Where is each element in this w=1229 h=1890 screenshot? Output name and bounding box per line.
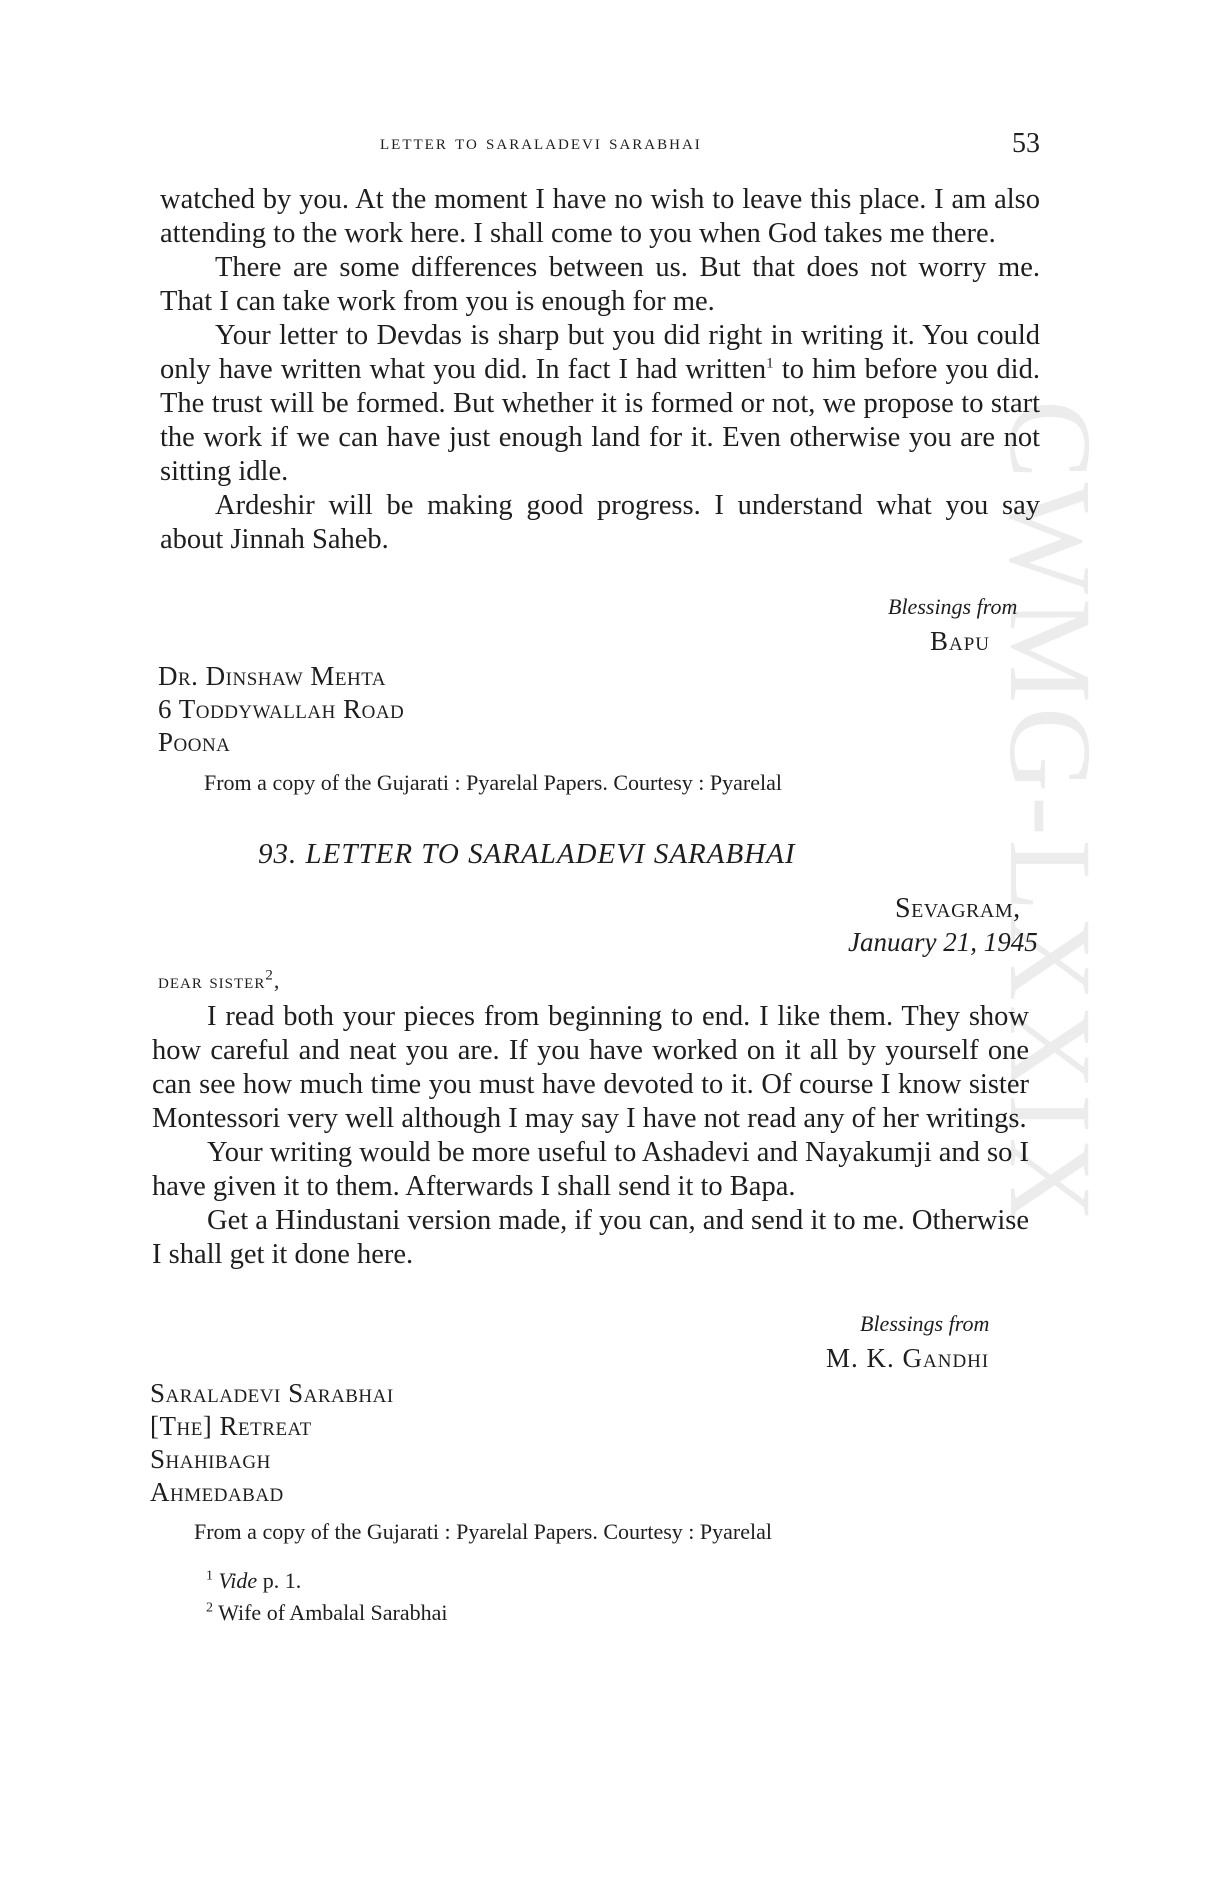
letter2-address-line-3: Shahibagh <box>150 1444 271 1474</box>
letter1-paragraph-3a: Your letter to Devdas is sharp but you did right in writing it. You could only have written what you did. In fact I had written <box>160 320 1040 385</box>
letter2-signature: M. K. Gandhi <box>826 1343 990 1373</box>
letter2-body <box>152 1000 1029 1272</box>
footnote-ref-1: 1 <box>766 355 774 372</box>
letter2-place: Sevagram, <box>895 893 1021 924</box>
watermark: CWMG-LXXIX <box>985 400 1116 1227</box>
footnote-2 <box>206 1600 448 1626</box>
letter1-signature: Bapu <box>930 626 991 656</box>
letter1-closing-label: Blessings from <box>888 594 1018 619</box>
footnote-2-marker: 2 <box>206 1600 213 1616</box>
letter1-source-note: From a copy of the Gujarati : Pyarelal Papers. Courtesy : Pyarelal <box>204 770 782 795</box>
page-number: 53 <box>1012 128 1040 159</box>
letter1-paragraph-3 <box>160 319 1040 489</box>
letter1-address-line-3: Poona <box>158 727 231 757</box>
letter2-paragraph-2: Your writing would be more useful to Ashadevi and Nayakumji and so I have given it to them. Afterwards I shall send it to Bapa. <box>152 1137 1029 1202</box>
letter1-paragraph-3b: to him before you did. The trust will be formed. But whether it is formed or not, we propose to start the work if we can have just enough land for it. Even otherwise you are not sitting idle. <box>160 354 1040 487</box>
letter2-salutation-text: dear sister <box>158 968 266 993</box>
letter1-paragraph-2: There are some differences between us. But that does not worry me. That I can take work from you is enough for me. <box>160 252 1040 317</box>
letter2-closing-label: Blessings from <box>860 1311 990 1336</box>
footnote-ref-2: 2 <box>265 967 274 984</box>
letter1-address <box>158 660 404 759</box>
letter1-paragraph-4: Ardeshir will be making good progress. I understand what you say about Jinnah Saheb. <box>160 490 1040 555</box>
letter1-address-line-1: Dr. Dinshaw Mehta <box>158 661 387 691</box>
letter1-paragraph-1: watched by you. At the moment I have no wish to leave this place. I am also attending to the work here. I shall come to you when God takes me there. <box>160 184 1040 249</box>
running-head: letter to saraladevi sarabhai <box>380 130 702 154</box>
letter2-salutation: dear sister$^2$, <box>158 967 281 993</box>
letter1-address-line-2: 6 Toddywallah Road <box>158 694 405 724</box>
letter2-address-line-1: Saraladevi Sarabhai <box>150 1378 394 1408</box>
letter2-address-line-4: Ahmedabad <box>150 1477 284 1507</box>
letter2-address <box>150 1377 394 1509</box>
letter2-source-note: From a copy of the Gujarati : Pyarelal Papers. Courtesy : Pyarelal <box>194 1519 772 1544</box>
letter1-body <box>160 183 1040 557</box>
footnote-1-text: p. 1. <box>257 1568 302 1593</box>
letter2-paragraph-1: I read both your pieces from beginning to end. I like them. They show how careful and neat you are. If you have worked on it all by yourself one can see how much time you must have devoted to it. Of course I know sister Montessori very well although I may say I have not read any of her writings. <box>152 1001 1029 1134</box>
footnote-1 <box>206 1568 301 1594</box>
letter2-heading: 93. LETTER TO SARALADEVI SARABHAI <box>258 838 796 870</box>
letter2-address-line-2: [The] Retreat <box>150 1411 312 1441</box>
footnote-1-marker: 1 <box>206 1568 213 1584</box>
footnote-1-italic: Vide <box>218 1568 258 1593</box>
letter2-date: January 21, 1945 <box>848 927 1038 957</box>
letter2-paragraph-3: Get a Hindustani version made, if you can, and send it to me. Otherwise I shall get it done here. <box>152 1205 1029 1270</box>
footnote-2-text: Wife of Ambalal Sarabhai <box>213 1600 448 1625</box>
